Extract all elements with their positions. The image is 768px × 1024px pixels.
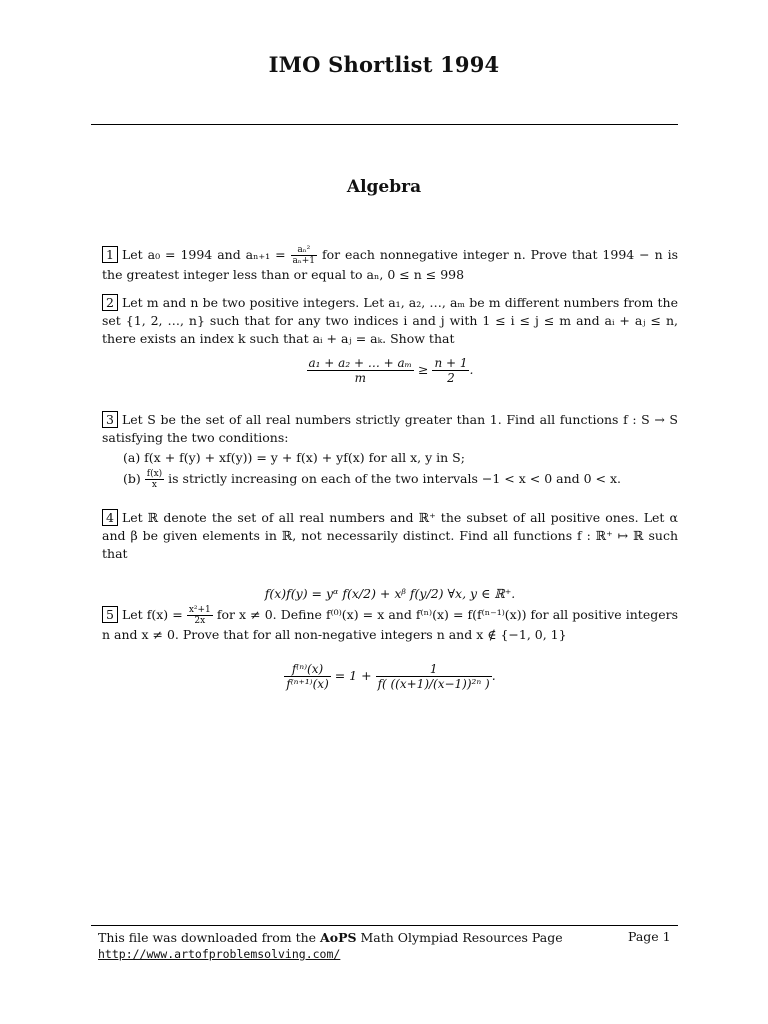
aops-brand: AoPS (320, 930, 357, 945)
fraction: $\frac{\text{x²+1}}{2x}$ (188, 605, 211, 626)
footer-url-link[interactable]: http://www.artofproblemsolving.com/ (98, 947, 341, 961)
problem-number: 1 (102, 246, 118, 263)
problem-number: 4 (102, 509, 118, 526)
fraction: $\frac{f(x)}{x}$ (146, 469, 163, 490)
fraction: $\frac{\text{a₁ + a₂ + … + aₘ}}{m}$ (308, 356, 413, 385)
fraction: $\frac{\text{f⁽ⁿ⁾(x)}}{\text{f⁽ⁿ⁺¹⁾(x)}}$ (286, 662, 329, 691)
problem-number: 3 (102, 411, 118, 428)
problem-text: Let f(x) = (121, 607, 187, 622)
problem-4 (102, 509, 678, 603)
problem-text: Let ℝ denote the set of all real numbers and ℝ⁺ the subset of all positive ones. Let α and β be given elements in ℝ, not necessarily distinct. Find all functions f : ℝ⁺ ↦ ℝ such that (102, 510, 678, 561)
top-rule (91, 124, 678, 125)
footer-source: This file was downloaded from the AoPS Math Olympiad Resources Page http://www.artofproblemsolving.com/ (98, 930, 563, 961)
condition-b: (b) $\frac{f(x)}{x}$ is strictly increasing on each of the two intervals −1 < x < 0 and 0 < x. (123, 469, 621, 490)
problem-3 (102, 411, 678, 490)
document-title: IMO Shortlist 1994 (268, 52, 500, 77)
problem-text: Let S be the set of all real numbers strictly greater than 1. Find all functions f : S → S satisfying the two conditions: (102, 412, 678, 445)
section-title: Algebra (346, 177, 422, 197)
footer-rule (91, 925, 678, 926)
problem-text: Let m and n be two positive integers. Let a₁, a₂, …, aₘ be m different numbers from the set {1, 2, …, n} such that for any two indices i and j with 1 ≤ i ≤ j ≤ m and aᵢ + aⱼ ≤ n, there exists an index k such that aᵢ + aⱼ = aₖ. Show that (102, 295, 678, 346)
display-equation: f(x)f(y) = yᵅ f(x/2) + xᵝ f(y/2) ∀x, y ∈ ℝ⁺. (264, 586, 516, 601)
fraction: $\frac{\text{aₙ²}}{\text{aₙ+1}}$ (292, 245, 316, 266)
fraction: $\frac{1}{\text{f( ((x+1)/(x−1))²ⁿ )}}$ (377, 662, 490, 691)
problem-number: 5 (102, 606, 118, 623)
fraction: $\frac{n + 1}{2}$ (434, 356, 468, 385)
problem-text: for each nonnegative integer n. Prove that 1994 − n is the greatest integer less than or equal to aₙ, 0 ≤ n ≤ 998 (102, 247, 679, 282)
display-equation: $\frac{\text{f⁽ⁿ⁾(x)}}{\text{f⁽ⁿ⁺¹⁾(x)}}$ = 1 + $\frac{1}{\text{f( ((x+1)/(x−1))²ⁿ )}}$ . (286, 662, 496, 691)
display-equation: $\frac{\text{a₁ + a₂ + … + aₘ}}{m}$ ≥ $\frac{n + 1}{2}$ . (308, 356, 474, 385)
problem-text: Let a₀ = 1994 and aₙ₊₁ = (121, 247, 291, 262)
problem-5 (102, 605, 678, 691)
condition-a: (a) f(x + f(y) + xf(y)) = y + f(x) + yf(x) for all x, y in S; (123, 450, 465, 465)
problem-1 (102, 245, 678, 284)
problem-number: 2 (102, 294, 118, 311)
problem-text: for x ≠ 0. Define f⁽⁰⁾(x) = x and f⁽ⁿ⁾(x) = f(f⁽ⁿ⁻¹⁾(x)) for all positive integers n and x ≠ 0. Prove that for all non-negative integers n and x ∉ {−1, 0, 1} (102, 607, 679, 642)
page-number: Page 1 (628, 929, 671, 944)
problem-2 (102, 294, 678, 385)
